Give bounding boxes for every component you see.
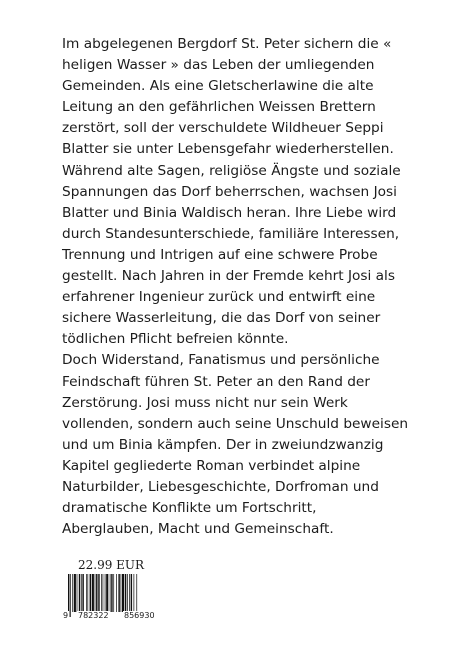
barcode-digits <box>62 611 166 623</box>
barcode-bar <box>118 574 119 612</box>
blurb-paragraph: Im abgelegenen Bergdorf St. Peter sichern die « heligen Wasser » das Leben der umliegenden Gemeinden. Als eine Gletscherlawine die alte Leitung an den gefährlichen Weissen Brettern zerstört, soll der verschuldete Wildheuer Seppi Blatter sie unter Lebensgefahr wiederherstellen. <box>62 36 394 158</box>
blurb-paragraph: Während alte Sagen, religiöse Ängste und soziale Spannungen das Dorf beherrschen, wachsen Josi Blatter und Binia Waldisch heran. Ihre Liebe wird durch Standesunterschiede, familiäre Interessen, Trennung und Intrigen auf eine schwere Probe gestellt. Nach Jahren in der Fremde kehrt Josi als erfahrener Ingenieur zurück und entwirft eine sichere Wasserleitung, die das Dorf von seiner tödlichen Pflicht befreien könnte. <box>62 162 401 348</box>
barcode-bar <box>86 574 87 612</box>
barcode-bar <box>113 574 114 612</box>
barcode-bar <box>92 574 94 612</box>
barcode-bar <box>72 574 73 612</box>
barcode-bar <box>136 574 137 612</box>
barcode-bar <box>127 574 128 612</box>
isbn-barcode <box>62 574 166 626</box>
barcode-bar <box>90 574 91 612</box>
price-label: 22.99 EUR <box>78 558 145 572</box>
barcode-bar <box>106 574 108 612</box>
barcode-lead-digit: 9 <box>63 611 69 620</box>
barcode-right-digits: 856930 <box>124 611 155 620</box>
barcode-bar <box>131 574 132 612</box>
barcode-bar <box>98 574 99 612</box>
barcode-bar <box>134 574 135 612</box>
barcode-bar <box>125 574 126 612</box>
barcode-bar <box>96 574 97 612</box>
barcode-bar <box>77 574 78 612</box>
barcode-bar <box>101 574 102 612</box>
barcode-bar <box>111 574 112 612</box>
barcode-bar <box>110 574 111 612</box>
barcode-bar <box>81 574 82 612</box>
barcode-bar <box>82 574 83 612</box>
barcode-bar <box>116 574 117 612</box>
barcode-bar <box>74 574 76 612</box>
barcode-bar <box>95 574 96 612</box>
barcode-bar <box>129 574 130 612</box>
barcode-bar <box>121 574 122 612</box>
barcode-bar <box>87 574 88 612</box>
barcode-bar <box>122 574 124 612</box>
blurb-paragraph: Doch Widerstand, Fanatismus und persönliche Feindschaft führen St. Peter an den Rand der Zerstörung. Josi muss nicht nur sein Werk vollenden, sondern auch seine Unschuld beweisen und um Binia kämpfen. Der in zweiundzwanzig Kapitel gegliederte Roman verbindet alpine Naturbilder, Liebesgeschichte, Dorfroman und dramatische Konflikte um Fortschritt, Aberglauben, Macht und Gemeinschaft. <box>62 352 409 538</box>
back-cover-blurb <box>62 34 412 540</box>
barcode-bar <box>79 574 80 612</box>
barcode-left-digits: 782322 <box>78 611 109 620</box>
